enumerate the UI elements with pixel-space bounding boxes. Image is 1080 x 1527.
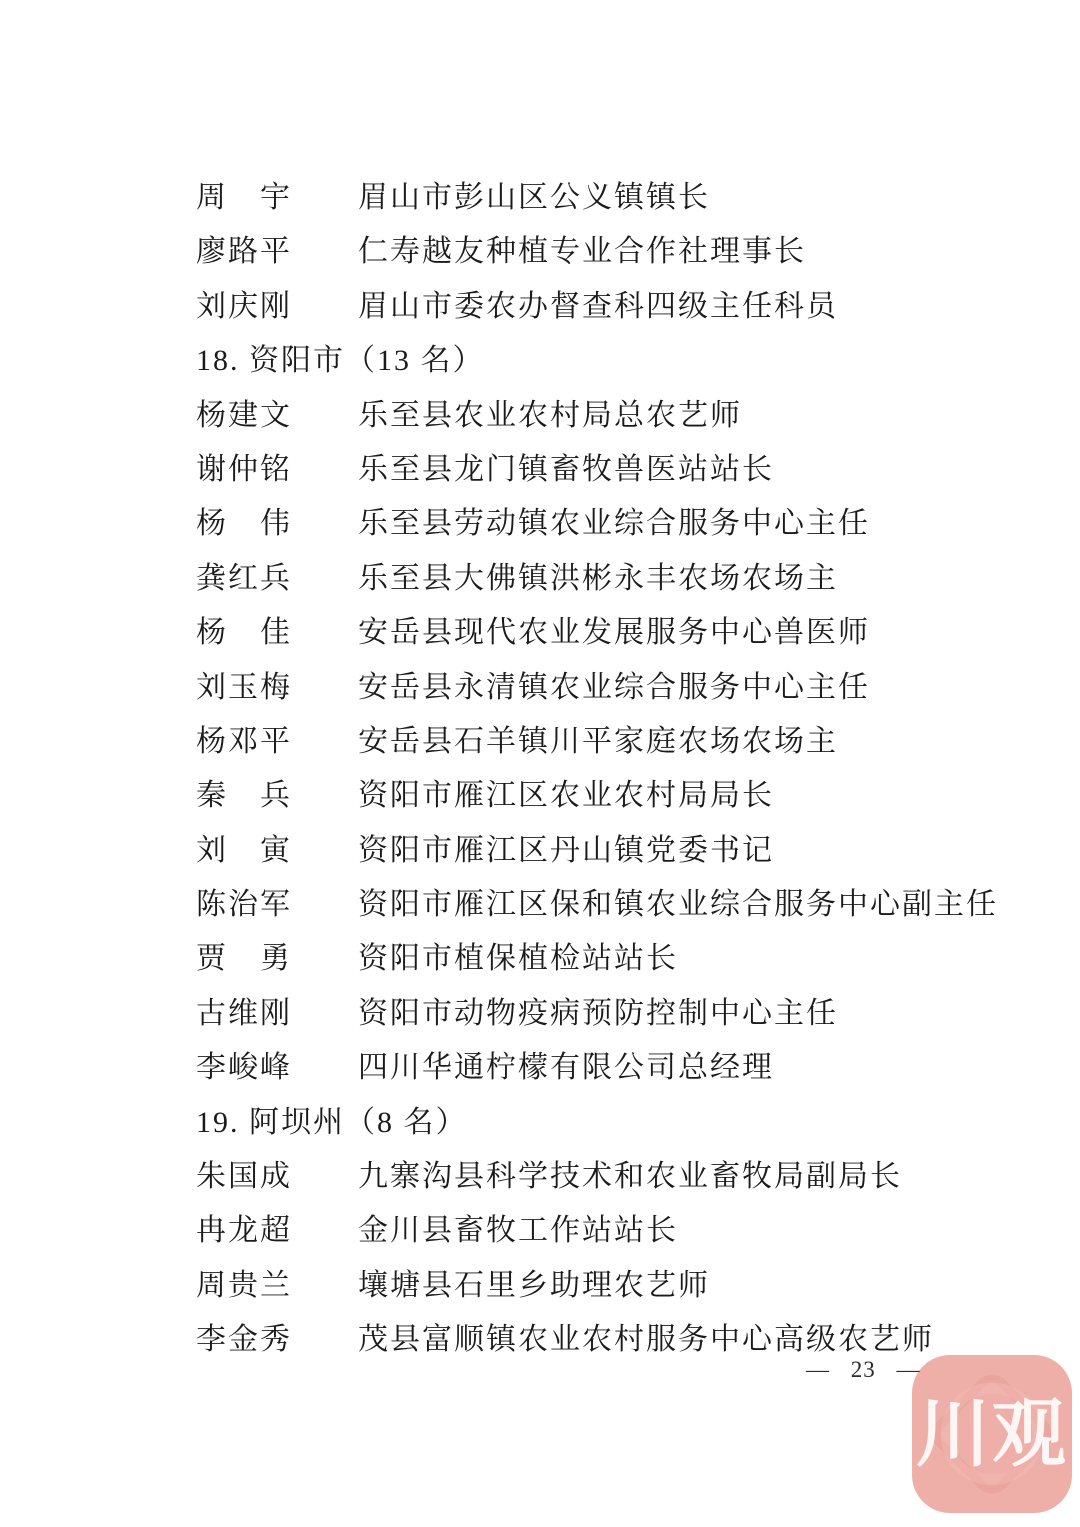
list-item [196, 932, 1026, 986]
logo-text: 川观 [916, 1394, 1068, 1476]
person-name: 廖路平 [196, 235, 292, 269]
person-title: 资阳市动物疫病预防控制中心主任 [358, 996, 838, 1030]
person-title: 乐至县龙门镇畜牧兽医站站长 [358, 452, 774, 486]
person-title: 壤塘县石里乡助理农艺师 [358, 1268, 710, 1302]
list-item [196, 715, 1026, 769]
person-name: 秦 兵 [196, 779, 292, 813]
award-name-list [196, 171, 1026, 1368]
list-item [196, 1259, 1026, 1313]
list-item [196, 280, 1026, 334]
person-title: 乐至县大佛镇洪彬永丰农场农场主 [358, 561, 838, 595]
person-title: 安岳县永清镇农业综合服务中心主任 [358, 670, 870, 704]
list-item [196, 824, 1026, 878]
list-item [196, 497, 1026, 551]
person-name: 朱国成 [196, 1160, 292, 1194]
person-name: 杨 佳 [196, 616, 292, 650]
person-title: 资阳市雁江区保和镇农业综合服务中心副主任 [358, 888, 998, 922]
person-name: 陈治军 [196, 888, 292, 922]
list-item [196, 1204, 1026, 1258]
person-name: 李峻峰 [196, 1051, 292, 1085]
person-name: 刘庆刚 [196, 289, 292, 323]
list-item [196, 1150, 1026, 1204]
list-item [196, 225, 1026, 279]
person-title: 乐至县劳动镇农业综合服务中心主任 [358, 507, 870, 541]
list-item [196, 1041, 1026, 1095]
person-title: 资阳市雁江区丹山镇党委书记 [358, 833, 774, 867]
person-title: 九寨沟县科学技术和农业畜牧局副局长 [358, 1160, 902, 1194]
list-item [196, 443, 1026, 497]
person-name: 周 宇 [196, 181, 292, 214]
person-name: 杨 伟 [196, 507, 292, 541]
person-title: 眉山市彭山区公义镇镇长 [358, 181, 710, 214]
list-item [196, 389, 1026, 443]
person-name: 周贵兰 [196, 1268, 292, 1302]
person-title: 四川华通柠檬有限公司总经理 [358, 1051, 774, 1085]
list-item [196, 878, 1026, 932]
person-title: 金川县畜牧工作站站长 [358, 1214, 678, 1248]
person-name: 杨邓平 [196, 724, 292, 758]
person-title: 资阳市植保植检站站长 [358, 942, 678, 976]
person-title: 安岳县现代农业发展服务中心兽医师 [358, 616, 870, 650]
page-number: — 23 — [806, 1357, 921, 1382]
list-item [196, 606, 1026, 660]
person-title: 仁寿越友种植专业合作社理事长 [358, 235, 806, 269]
list-item [196, 661, 1026, 715]
person-name: 贾 勇 [196, 942, 292, 976]
person-name: 李金秀 [196, 1323, 292, 1357]
section-heading: 19. 阿坝州（8 名） [196, 1105, 468, 1139]
person-name: 谢仲铭 [196, 452, 292, 486]
person-title: 乐至县农业农村局总农艺师 [358, 398, 742, 432]
list-item [196, 552, 1026, 606]
person-title: 安岳县石羊镇川平家庭农场农场主 [358, 724, 838, 758]
list-item [196, 769, 1026, 823]
section-heading: 18. 资阳市（13 名） [196, 344, 485, 378]
person-name: 刘 寅 [196, 833, 292, 867]
person-name: 刘玉梅 [196, 670, 292, 704]
person-name: 冉龙超 [196, 1214, 292, 1248]
person-title: 资阳市雁江区农业农村局局长 [358, 779, 774, 813]
list-item [196, 171, 1026, 225]
person-title: 茂县富顺镇农业农村服务中心高级农艺师 [358, 1323, 934, 1357]
person-name: 古维刚 [196, 996, 292, 1030]
chuanguan-logo [912, 1355, 1072, 1513]
person-title: 眉山市委农办督查科四级主任科员 [358, 289, 838, 323]
list-item [196, 987, 1026, 1041]
person-name: 龚红兵 [196, 561, 292, 595]
person-name: 杨建文 [196, 398, 292, 432]
